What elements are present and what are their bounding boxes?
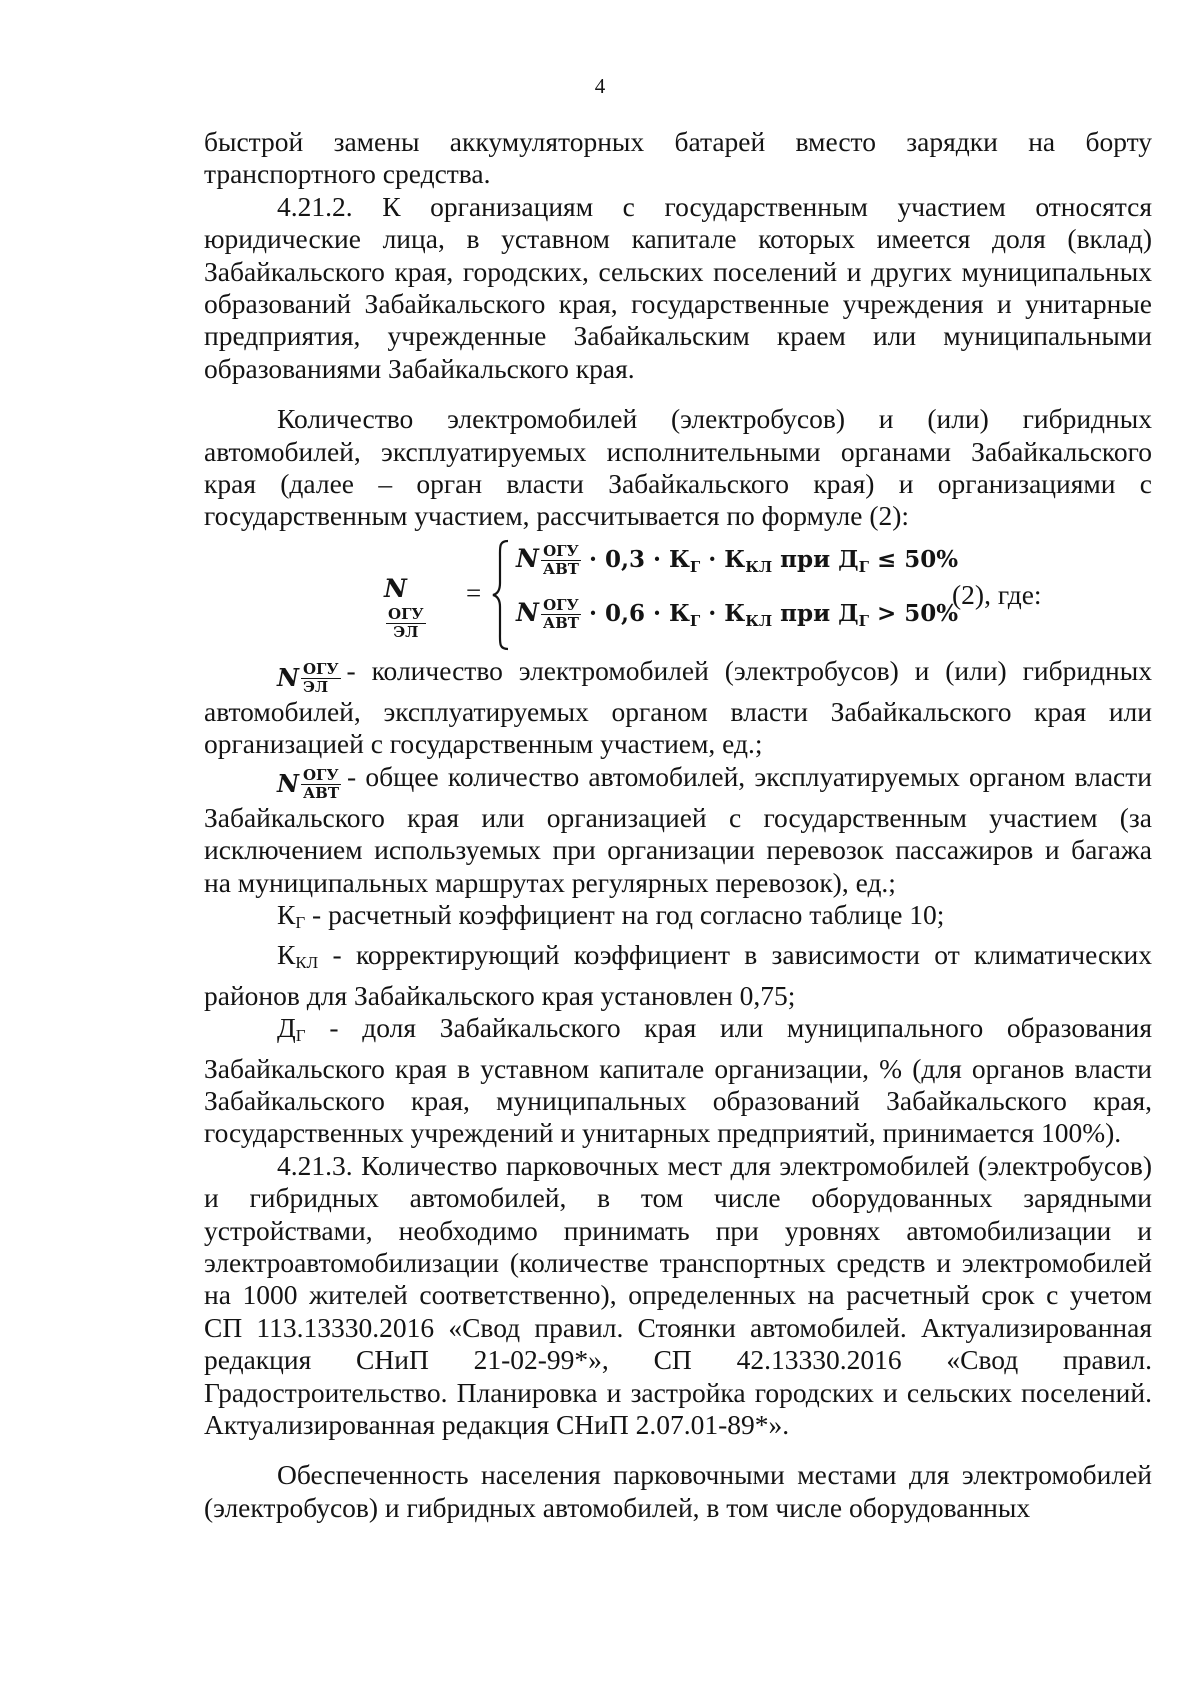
symbol-n-el: N $\frac{\text{ОГУ}}{ЭЛ}$ xyxy=(277,659,339,696)
definition-kkl: ККЛ - корректирующий коэффициент в зависимости от климатических районов для Забайкальского края установлен 0,75; xyxy=(204,939,1152,1011)
definition-n-el: N $\frac{\text{ОГУ}}{ЭЛ}$ - количество электромобилей (электробусов) и (или) гибридных автомобилей, эксплуатируемых органом власти Забайкальского края или организацией с государственным участием, ед.; xyxy=(204,654,1152,760)
formula-reference: (2), где: xyxy=(952,578,1042,610)
paragraph-formula-intro: Количество электромобилей (электробусов) и (или) гибридных автомобилей, эксплуатируемых исполнительными органами Забайкальского края (далее – орган власти Забайкальского края) и организациями с государственным участием, рассчитывается по формуле (2): xyxy=(204,403,1152,532)
definition-n-avt: N $\frac{\text{ОГУ}}{\text{АВТ}}$ - общее количество автомобилей, эксплуатируемых органом власти Забайкальского края или организацией с государственным участием (за исключением используемых при организации перевозок пассажиров и багажа на муниципальных маршрутах регулярных перевозок), ед.; xyxy=(204,760,1152,898)
paragraph-continuation: быстрой замены аккумуляторных батарей вместо зарядки на борту транспортного средства. xyxy=(204,126,1152,190)
formula-case-1: N $\frac{\text{ОГУ}}{\text{АВТ}}$ · $0,3 \cdot К_Г \cdot К_{КЛ}$ при $Д_Г \le 50\%$ xyxy=(516,542,959,579)
page-number: 4 xyxy=(594,74,606,98)
document-body xyxy=(204,126,1152,1524)
definition-dg: ДГ - доля Забайкальского края или муниципального образования Забайкальского края в уставном капитале организации, % (для органов власти Забайкальского края, муниципальных образований Забайкальского края, государственных учреждений и унитарных предприятий, принимается 100%). xyxy=(204,1012,1152,1149)
paragraph-4-21-2: 4.21.2. К организациям с государственным участием относятся юридические лица, в уставном капитале которых имеется доля (вклад) Забайкальского края, городских, сельских поселений и других муниципальных образований Забайкальского края, государственные учреждения и унитарные предприятия, учрежденные Забайкальским краем или муниципальными образованиями Забайкальского края. xyxy=(204,190,1152,384)
symbol-n-avt: N $\frac{\text{ОГУ}}{\text{АВТ}}$ xyxy=(277,765,339,802)
formula-lhs: N $\frac{\text{ОГУ}}{ЭЛ}$ xyxy=(384,573,424,642)
paragraph-parking-provision: Обеспеченность населения парковочными местами для электромобилей (электробусов) и гибридных автомобилей, в том числе оборудованных xyxy=(204,1459,1152,1523)
definition-kg: КГ - расчетный коэффициент на год согласно таблице 10; xyxy=(277,898,945,932)
formula-equals: = xyxy=(466,577,482,608)
paragraph-4-21-3: 4.21.3. Количество парковочных мест для электромобилей (электробусов) и гибридных автомобилей, в том числе оборудованных зарядными устройствами, необходимо принимать при уровнях автомобилизации и электроавтомобилизации (количестве транспортных средств и электромобилей на 1000 жителей соответственно), определенных на расчетный срок с учетом СП 113.13330.2016 «Свод правил. Стоянки автомобилей. Актуализированная редакция СНиП 21-02-99*», СП 42.13330.2016 «Свод правил. Градостроительство. Планировка и застройка городских и сельских поселений. Актуализированная редакция СНиП 2.07.01-89*». xyxy=(204,1149,1152,1440)
left-brace-icon xyxy=(492,539,510,651)
formula-block xyxy=(204,539,1152,651)
formula-case-2: N $\frac{\text{ОГУ}}{\text{АВТ}}$ · $0,6 \cdot К_Г \cdot К_{КЛ}$ при $Д_Г > 50\%$ xyxy=(516,596,959,633)
